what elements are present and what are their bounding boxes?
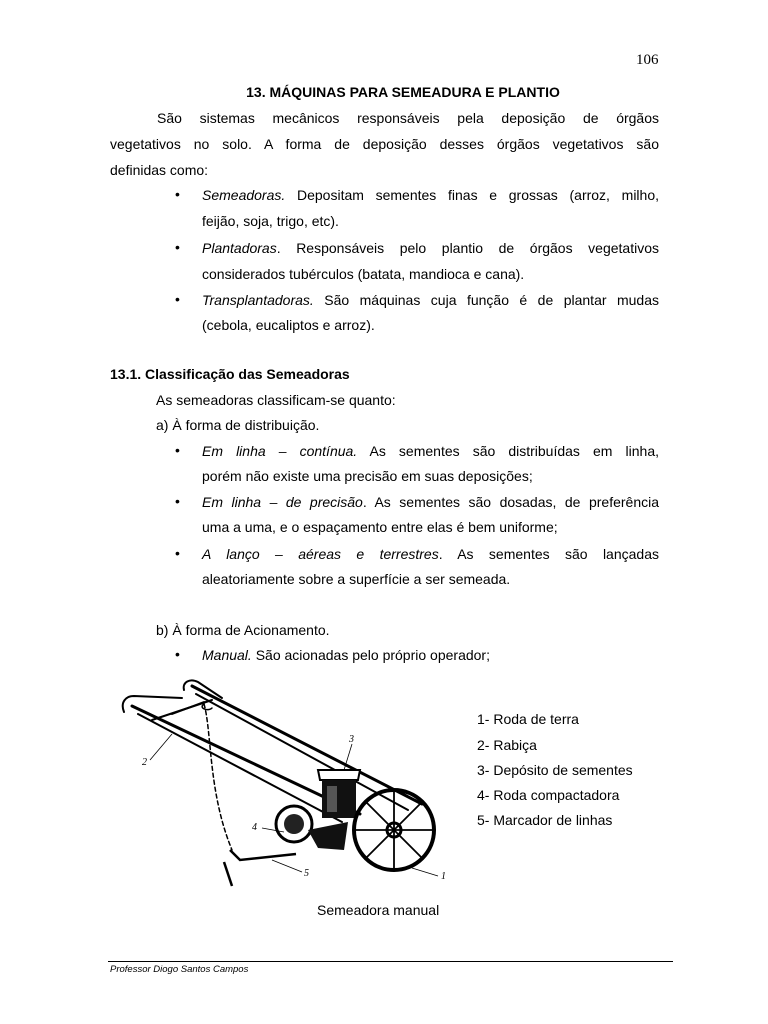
callout-4: 4 [252, 822, 257, 833]
bullet-icon: • [175, 291, 180, 307]
callout-3: 3 [349, 734, 354, 745]
dist-continua-line-1: Em linha – contínua. As sementes são distribuídas em linha, [202, 443, 659, 459]
type-plantadoras-line-2: considerados tubérculos (batata, mandioca e cana). [202, 266, 525, 282]
ground-wheel [354, 790, 434, 870]
callout-2: 2 [142, 757, 147, 768]
callout-1: 1 [441, 871, 446, 882]
dist-continua-line-2: porém não existe uma precisão em suas deposições; [202, 468, 533, 484]
legend-item: 2- Rabiça [477, 737, 537, 753]
handle-left [123, 696, 182, 712]
type-transplantadoras-line-1: Transplantadoras. São máquinas cuja função é de plantar mudas [202, 292, 659, 308]
row-marker [224, 850, 296, 886]
callout-5: 5 [304, 868, 309, 879]
bullet-icon: • [175, 646, 180, 662]
section-intro: As semeadoras classificam-se quanto: [156, 392, 396, 408]
dist-precisao-line-1: Em linha – de precisão. As sementes são dosadas, de preferência [202, 494, 660, 510]
bullet-icon: • [175, 545, 180, 561]
bullet-icon: • [175, 239, 180, 255]
actuation-manual: Manual. São acionadas pelo próprio operador; [202, 647, 490, 663]
type-semeadoras-line-1: Semeadoras. Depositam sementes finas e grossas (arroz, milho, [202, 187, 659, 203]
intro-line-2: vegetativos no solo. A forma de deposição desses órgãos vegetativos são [110, 136, 659, 152]
legend-item: 3- Depósito de sementes [477, 762, 633, 778]
bullet-icon: • [175, 493, 180, 509]
type-transplantadoras-line-2: (cebola, eucaliptos e arroz). [202, 317, 375, 333]
legend-item: 5- Marcador de linhas [477, 812, 613, 828]
dist-lanco-line-1: A lanço – aéreas e terrestres. As sementes são lançadas [202, 546, 659, 562]
footer-author: Professor Diogo Santos Campos [110, 964, 249, 975]
figure-caption: Semeadora manual [317, 902, 440, 918]
type-semeadoras-line-2: feijão, soja, trigo, etc). [202, 213, 339, 229]
dist-lanco-line-2: aleatoriamente sobre a superfície a ser semeada. [202, 571, 511, 587]
intro-line-1: São sistemas mecânicos responsáveis pela deposição de órgãos [157, 110, 659, 126]
manual-seeder-illustration [112, 672, 462, 894]
dist-precisao-line-2: uma a uma, e o espaçamento entre elas é bem uniforme; [202, 519, 558, 535]
section-title: 13.1. Classificação das Semeadoras [110, 366, 350, 382]
type-plantadoras-line-1: Plantadoras. Responsáveis pelo plantio de órgãos vegetativos [202, 240, 659, 256]
compacting-wheel [276, 806, 312, 842]
page-number: 106 [636, 52, 659, 68]
bullet-icon: • [175, 186, 180, 202]
section-a-label: a) À forma de distribuição. [156, 417, 320, 433]
legend-item: 1- Roda de terra [477, 711, 579, 727]
chapter-heading: 13. MÁQUINAS PARA SEMEADURA E PLANTIO [246, 84, 560, 100]
handle-right [184, 680, 222, 698]
seed-hopper [318, 770, 360, 818]
intro-line-3: definidas como: [110, 162, 209, 178]
bullet-icon: • [175, 442, 180, 458]
legend-item: 4- Roda compactadora [477, 787, 620, 803]
section-b-label: b) À forma de Acionamento. [156, 622, 330, 638]
footer-divider [108, 961, 673, 962]
